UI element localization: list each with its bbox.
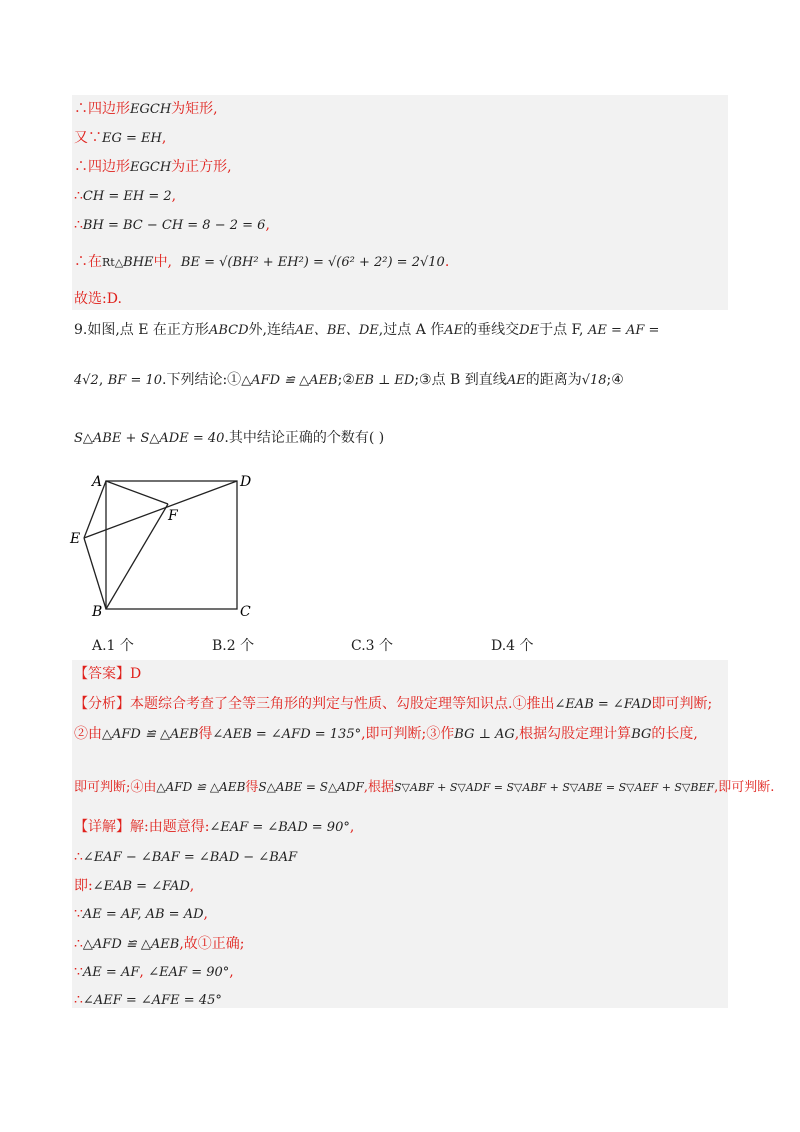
option-a: A.1 个 — [92, 638, 134, 654]
detail-line-7 — [74, 990, 222, 1011]
math: ∠EAF = 90° — [148, 965, 230, 980]
text: , — [349, 819, 355, 835]
math: √18 — [581, 373, 607, 388]
detail-line-6 — [74, 962, 234, 983]
text: 即可判断;④由 — [74, 780, 157, 795]
text: , — [265, 217, 270, 233]
math: EGCH — [130, 160, 172, 175]
text: . — [444, 254, 450, 270]
q9-line-3 — [74, 428, 384, 449]
math: AE — [506, 373, 526, 388]
math: ∠AEB = ∠AFD = 135° — [212, 727, 362, 742]
text: ;③点 B 到直线 — [414, 372, 507, 388]
text: , — [189, 878, 195, 894]
text: 本题综合考查了全等三角形的判定与性质、勾股定理等知识点.①推出 — [130, 696, 555, 712]
analysis-line-3 — [74, 777, 774, 798]
math: ∠EAF = ∠BAD = 90° — [209, 820, 350, 835]
q9-line-1 — [74, 320, 659, 341]
math: ∠EAB = ∠FAD — [554, 697, 652, 712]
math: EG = EH — [102, 131, 162, 146]
line-ch — [74, 186, 176, 207]
text: , — [229, 964, 234, 980]
text: 即可判断; — [651, 696, 713, 712]
label-a: A — [92, 474, 103, 490]
segment-bf — [106, 504, 168, 609]
math: AE = AF, AB = AD — [82, 907, 204, 922]
segment-af — [106, 481, 168, 504]
text: , — [98, 372, 104, 388]
text: , — [161, 130, 167, 146]
text: ,故①正确; — [179, 936, 245, 952]
text: ,根据 — [363, 780, 394, 795]
detail-line-4 — [74, 904, 208, 925]
line-bh — [74, 215, 270, 236]
text: ,即可判断;③作 — [361, 726, 455, 742]
math: △AFD ≌ △AEB — [82, 937, 180, 952]
math: △AFD ≌ △AEB — [241, 373, 338, 388]
text: 外,连结 — [248, 322, 295, 338]
detail-line-3 — [74, 876, 194, 897]
math: 4√2 — [74, 373, 99, 388]
text: ∵ — [74, 906, 83, 922]
text: 得 — [245, 780, 259, 795]
text: 为矩形, — [171, 101, 218, 117]
math: S△ABE + S△ADE = 40 — [74, 431, 225, 446]
text: .下列结论:① — [162, 372, 242, 388]
text: ;② — [337, 372, 355, 388]
label-e: E — [70, 531, 81, 547]
text: 中, — [153, 254, 173, 270]
analysis-line-2 — [74, 724, 698, 745]
square-abcd — [106, 481, 237, 609]
text: 得 — [198, 726, 213, 742]
q9-line-2 — [74, 370, 624, 391]
text: 的长度, — [651, 726, 698, 742]
math: △AFD ≌ △AEB — [156, 780, 246, 794]
label-c: C — [240, 604, 251, 620]
math: △AFD ≌ △AEB — [102, 727, 199, 742]
math: CH = EH = 2 — [82, 189, 172, 204]
line-rectangle — [74, 99, 218, 120]
text: 即: — [74, 878, 93, 894]
text: 又∵ — [74, 130, 102, 146]
text: ∴ — [74, 188, 83, 204]
math: DE — [519, 323, 540, 338]
math: BF = 10 — [107, 373, 163, 388]
text: , — [139, 964, 144, 980]
math: BH = BC − CH = 8 − 2 = 6 — [82, 218, 266, 233]
text: , — [171, 188, 177, 204]
label-f: F — [168, 508, 178, 524]
detail-line-2 — [74, 847, 297, 868]
text: ②由 — [74, 726, 102, 742]
line-eg-eh — [74, 128, 166, 149]
math: S▽ABF + S▽ADF = S▽ABF + S▽ABE = S▽AEF + S▽BEF — [394, 781, 715, 794]
text: 【详解】 — [74, 819, 130, 835]
text: .其中结论正确的个数有( ) — [224, 430, 385, 446]
math: AE = AF — [82, 965, 140, 980]
line-choice: 故选:D. — [74, 291, 122, 307]
math: ABCD — [208, 323, 249, 338]
math: BG — [631, 727, 652, 742]
text: ∴四边形 — [74, 101, 130, 117]
text: 于点 F, — [539, 322, 584, 338]
segment-eb — [84, 538, 106, 609]
math: ∠AEF = ∠AFE = 45° — [82, 993, 222, 1008]
text: ,过点 A 作 — [378, 322, 445, 338]
math: ∠EAB = ∠FAD — [92, 879, 190, 894]
text: 的垂线交 — [463, 322, 520, 338]
detail-line-5 — [74, 934, 245, 955]
text: 解:由题意得: — [130, 819, 210, 835]
math: AE、BE、DE — [294, 323, 379, 338]
text: 【分析】 — [74, 696, 130, 712]
math: EGCH — [130, 102, 172, 117]
text: ;④ — [606, 372, 624, 388]
math: BG ⊥ AG — [454, 727, 515, 742]
option-d: D.4 个 — [491, 638, 534, 654]
line-square — [74, 157, 232, 178]
math: Rt△ — [102, 256, 124, 269]
text: ∴ — [74, 936, 83, 952]
answer-line: 【答案】D — [74, 666, 142, 682]
text: ∴四边形 — [74, 159, 130, 175]
option-c: C.3 个 — [351, 638, 394, 654]
math: ∠EAF − ∠BAF = ∠BAD − ∠BAF — [82, 850, 298, 865]
text: ∴ — [74, 849, 83, 865]
text: ∴在 — [74, 254, 102, 270]
option-b: B.2 个 — [212, 638, 255, 654]
math: BE = √(BH² + EH²) = √(6² + 2²) = 2√10 — [180, 255, 445, 270]
text: , — [203, 906, 208, 922]
analysis-line-1 — [74, 694, 712, 715]
label-d: D — [240, 474, 252, 490]
text: 为正方形, — [171, 159, 232, 175]
text: ∵ — [74, 964, 83, 980]
segment-ed — [84, 481, 237, 538]
text: 9.如图,点 E 在正方形 — [74, 322, 209, 338]
text: ∴ — [74, 217, 83, 233]
math: BHE — [123, 255, 154, 270]
detail-line-1 — [74, 817, 354, 838]
label-b: B — [92, 604, 103, 620]
math: S△ABE = S△ADF — [258, 780, 364, 794]
math: AE — [444, 323, 464, 338]
geometry-figure — [66, 470, 266, 620]
math: EB ⊥ ED — [354, 373, 415, 388]
math: AE = AF = — [587, 323, 660, 338]
text: 的距离为 — [525, 372, 582, 388]
text: ∴ — [74, 992, 83, 1008]
text: ,根据勾股定理计算 — [514, 726, 632, 742]
text: ,即可判断. — [714, 780, 775, 795]
line-be — [74, 252, 449, 273]
